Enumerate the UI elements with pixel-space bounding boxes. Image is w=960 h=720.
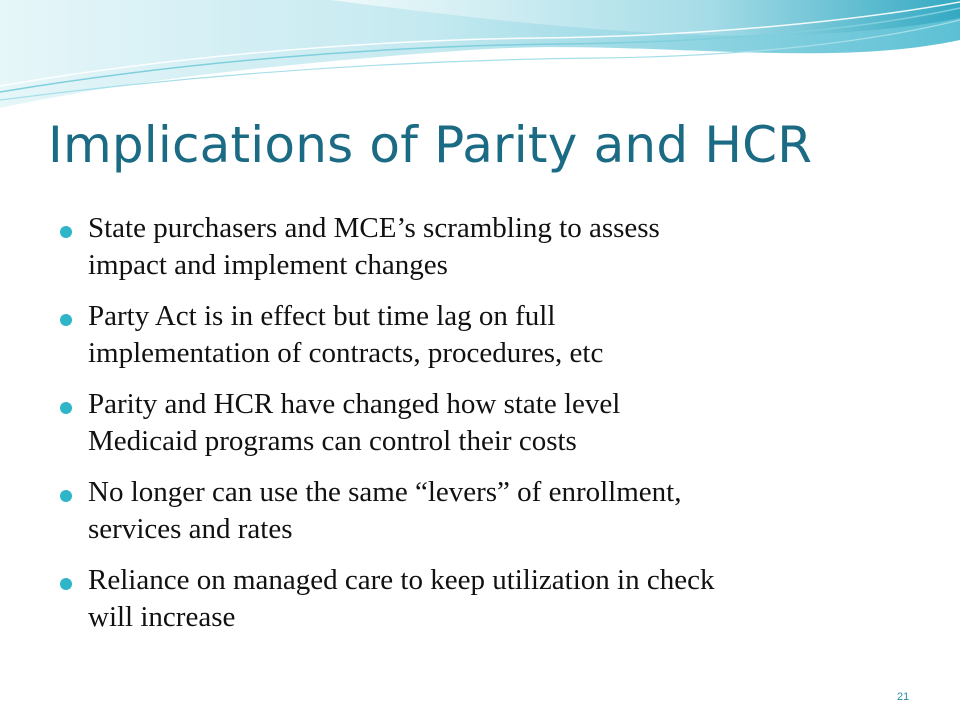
bullet-text-line: Parity and HCR have changed how state level <box>88 388 621 420</box>
bullet-text-line: will increase <box>88 601 236 633</box>
bullet-text-line: Party Act is in effect but time lag on full <box>88 300 556 332</box>
bullet-dot-icon <box>60 402 72 414</box>
slide-title: Implications of Parity and HCR <box>48 116 813 174</box>
bullet-dot-icon <box>60 578 72 590</box>
bullet-dot-icon <box>60 226 72 238</box>
bullet-dot-icon <box>60 314 72 326</box>
page-number: 21 <box>897 691 910 703</box>
bullet-item <box>56 298 916 372</box>
decorative-wave-header <box>0 0 960 130</box>
bullet-text-line: implementation of contracts, procedures, etc <box>88 337 604 369</box>
bullet-text-line: Medicaid programs can control their costs <box>88 425 577 457</box>
bullet-item <box>56 386 916 460</box>
bullet-text-line: impact and implement changes <box>88 249 448 281</box>
bullet-text-line: services and rates <box>88 513 293 545</box>
bullet-text-line: Reliance on managed care to keep utilization in check <box>88 564 715 596</box>
bullet-text-line: No longer can use the same “levers” of enrollment, <box>88 476 682 508</box>
bullet-text-line: State purchasers and MCE’s scrambling to assess <box>88 212 660 244</box>
bullet-item <box>56 562 916 636</box>
bullet-dot-icon <box>60 490 72 502</box>
bullet-list <box>56 210 916 650</box>
bullet-item <box>56 210 916 284</box>
bullet-item <box>56 474 916 548</box>
